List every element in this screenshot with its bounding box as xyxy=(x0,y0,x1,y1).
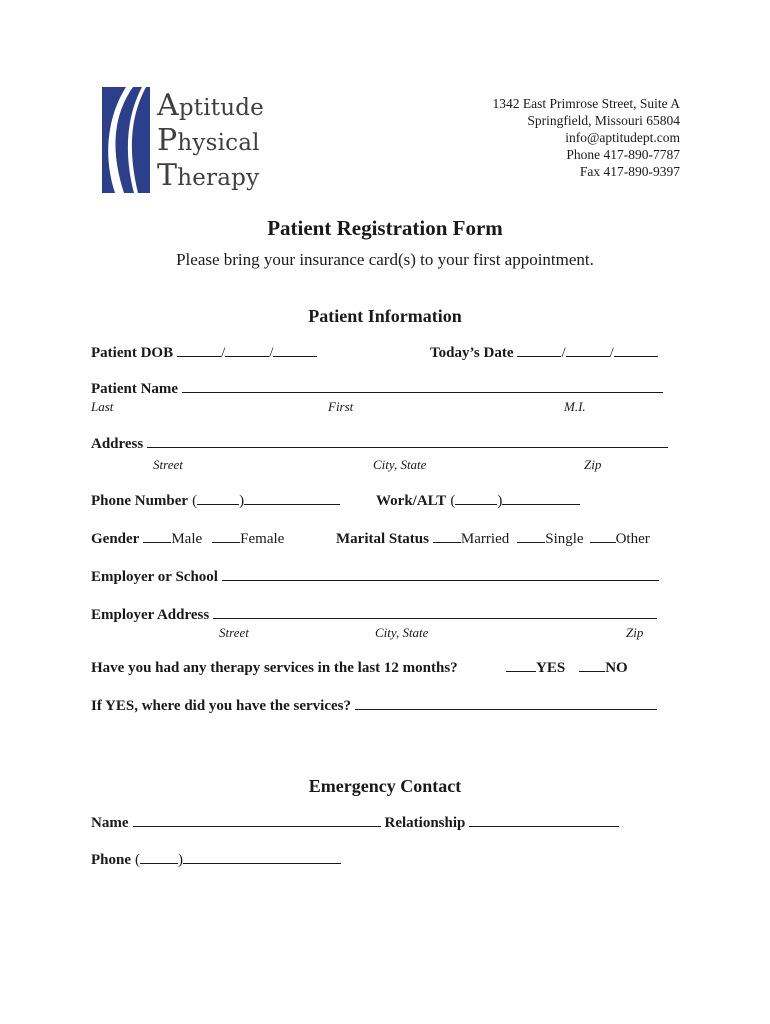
marital-single-blank[interactable] xyxy=(517,530,545,543)
relationship-label: Relationship xyxy=(384,815,466,831)
todays-date-row: Today’s Date / / xyxy=(430,344,658,362)
address-city: Springfield, Missouri 65804 xyxy=(527,113,680,128)
work-alt-label: Work/ALT xyxy=(376,493,447,509)
name-first-caption: First xyxy=(328,399,354,414)
emp-city-caption: City, State xyxy=(375,625,429,640)
therapy-yes-option: YES xyxy=(536,660,566,676)
employer-label: Employer or School xyxy=(91,569,218,585)
marital-other-option: Other xyxy=(615,531,650,547)
emp-street-caption: Street xyxy=(219,625,249,640)
address-city-caption: City, State xyxy=(373,457,427,472)
address-row xyxy=(91,435,668,453)
employer-address-field[interactable] xyxy=(213,606,657,619)
date-year-field[interactable] xyxy=(614,344,658,357)
dob-label: Patient DOB xyxy=(91,345,174,361)
emergency-name-field[interactable] xyxy=(133,814,381,827)
patient-name-label: Patient Name xyxy=(91,381,179,397)
therapy-question-row xyxy=(91,659,458,677)
phone-area-code-field[interactable] xyxy=(197,492,239,505)
address-email: info@aptitudept.com xyxy=(565,130,680,145)
where-services-field[interactable] xyxy=(355,697,657,710)
where-services-row xyxy=(91,697,657,715)
relationship-field[interactable] xyxy=(469,814,619,827)
phone-number-field[interactable] xyxy=(244,492,340,505)
name-mi-caption: M.I. xyxy=(564,399,586,414)
patient-name-row xyxy=(91,380,663,398)
marital-row xyxy=(336,530,650,548)
therapy-no-option: NO xyxy=(605,660,628,676)
marital-married-option: Married xyxy=(460,531,510,547)
emp-zip-caption: Zip xyxy=(626,625,644,640)
employer-address-row xyxy=(91,606,657,624)
address-zip-caption: Zip xyxy=(584,457,602,472)
gender-row xyxy=(91,530,284,548)
logo-mark-icon xyxy=(102,87,150,193)
therapy-yes-blank[interactable] xyxy=(506,659,536,672)
phone-label: Phone Number xyxy=(91,493,189,509)
gender-female-blank[interactable] xyxy=(212,530,240,543)
todays-date-label: Today’s Date xyxy=(430,345,514,361)
phone-row: Phone Number ( ) xyxy=(91,492,340,510)
emergency-phone-label: Phone xyxy=(91,852,132,868)
address-phone: Phone 417-890-7787 xyxy=(566,147,680,162)
logo-text-line3: Therapy xyxy=(157,158,260,193)
address-street-caption: Street xyxy=(153,457,183,472)
work-number-field[interactable] xyxy=(502,492,580,505)
marital-label: Marital Status xyxy=(336,531,429,547)
marital-single-option: Single xyxy=(545,531,584,547)
date-month-field[interactable] xyxy=(517,344,561,357)
name-last-caption: Last xyxy=(91,399,114,414)
address-field[interactable] xyxy=(147,435,668,448)
form-subtitle: Please bring your insurance card(s) to your first appointment. xyxy=(176,250,594,269)
employer-row xyxy=(91,568,659,586)
employer-field[interactable] xyxy=(222,568,659,581)
therapy-question: Have you had any therapy services in the last 12 months? xyxy=(91,660,458,676)
patient-name-field[interactable] xyxy=(182,380,663,393)
emergency-name-label: Name xyxy=(91,815,129,831)
address-street: 1342 East Primrose Street, Suite A xyxy=(492,96,680,111)
therapy-answer-row xyxy=(506,659,628,677)
address-label: Address xyxy=(91,436,144,452)
emergency-heading: Emergency Contact xyxy=(308,776,462,796)
form-title: Patient Registration Form xyxy=(267,216,503,240)
date-day-field[interactable] xyxy=(566,344,610,357)
employer-address-label: Employer Address xyxy=(91,607,210,623)
clinic-address xyxy=(493,95,680,180)
logo-text-line1: Aptitude xyxy=(157,88,264,123)
work-area-code-field[interactable] xyxy=(455,492,497,505)
emergency-name-row xyxy=(91,814,619,832)
gender-male-blank[interactable] xyxy=(143,530,171,543)
therapy-no-blank[interactable] xyxy=(579,659,605,672)
where-services-question: If YES, where did you have the services? xyxy=(91,698,351,714)
dob-day-field[interactable] xyxy=(225,344,269,357)
gender-male-option: Male xyxy=(171,531,203,547)
emergency-phone-field[interactable] xyxy=(183,851,341,864)
dob-year-field[interactable] xyxy=(273,344,317,357)
logo-text-line2: Physical xyxy=(157,123,260,158)
emergency-phone-row: Phone ( ) xyxy=(91,851,341,869)
emergency-area-code-field[interactable] xyxy=(140,851,178,864)
dob-month-field[interactable] xyxy=(177,344,221,357)
marital-married-blank[interactable] xyxy=(433,530,461,543)
dob-row: Patient DOB / / xyxy=(91,344,317,362)
address-fax: Fax 417-890-9397 xyxy=(579,164,680,179)
marital-other-blank[interactable] xyxy=(590,530,616,543)
gender-female-option: Female xyxy=(240,531,285,547)
patient-info-heading: Patient Information xyxy=(308,306,462,326)
work-alt-row: Work/ALT ( ) xyxy=(376,492,580,510)
gender-label: Gender xyxy=(91,531,140,547)
